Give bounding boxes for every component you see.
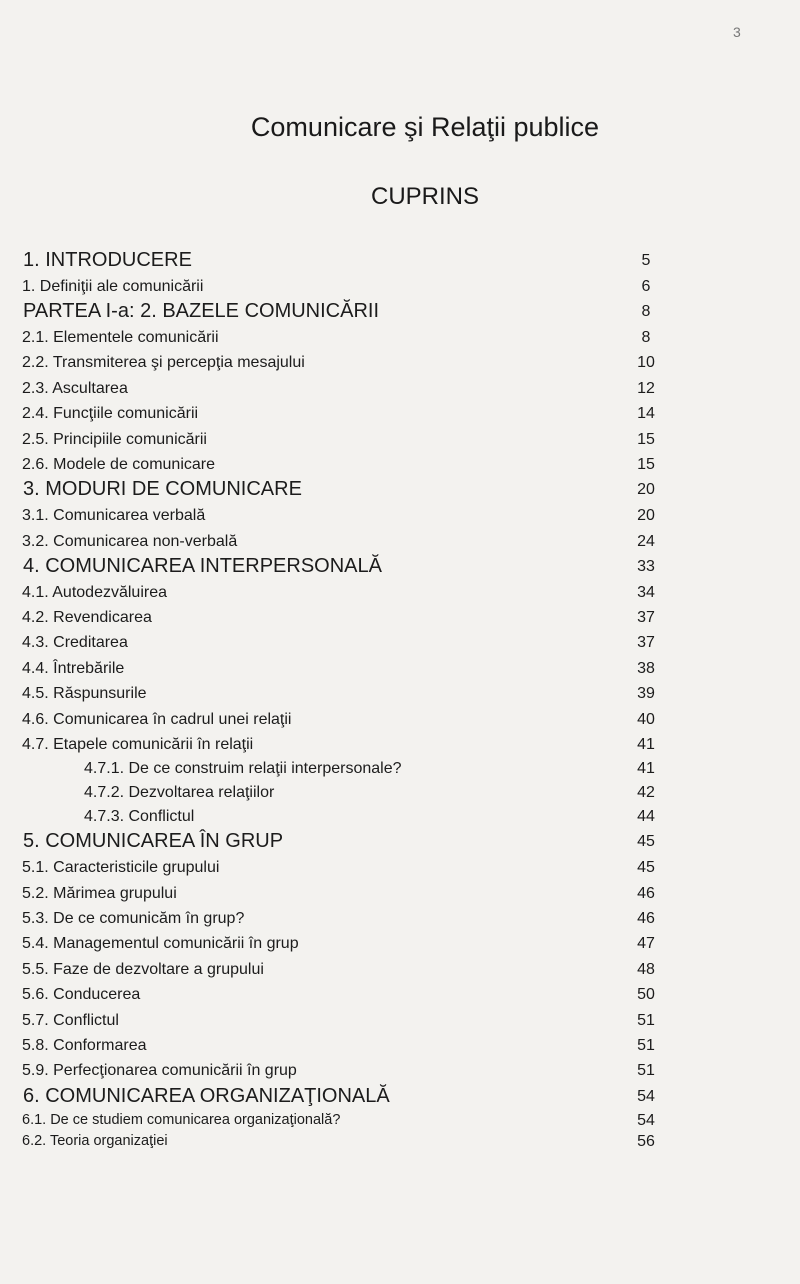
toc-entry	[20, 1131, 660, 1152]
toc-entry-page: 46	[637, 884, 655, 902]
toc-entry-title: 2.2. Transmiterea şi percepţia mesajului	[22, 354, 305, 372]
toc-entry-title: 4.6. Comunicarea în cadrul unei relaţii	[22, 710, 292, 728]
toc-entry	[20, 1008, 660, 1033]
toc-entry	[20, 248, 660, 274]
toc-entry-title: 5.5. Faze de dezvoltare a grupului	[22, 960, 264, 978]
toc-entry-page: 48	[637, 960, 655, 978]
toc-entry-page: 8	[641, 303, 651, 321]
toc-entry-page: 44	[637, 808, 655, 826]
toc-entry-page: 5	[641, 252, 651, 269]
toc-entry	[20, 529, 660, 554]
toc-entry-page: 42	[637, 784, 655, 802]
toc-entry	[20, 452, 660, 477]
toc-entry-page: 8	[641, 328, 651, 346]
toc-entry-page: 45	[637, 833, 655, 851]
toc-entry-page: 20	[637, 507, 655, 525]
toc-entry	[20, 376, 660, 401]
toc-entry-title: PARTEA I-a: 2. BAZELE COMUNICĂRII	[23, 300, 380, 323]
toc-entry-title: 3.2. Comunicarea non-verbală	[22, 532, 238, 550]
toc-entry-page: 47	[637, 935, 655, 953]
toc-entry-title: 4.7.3. Conflictul	[84, 808, 195, 826]
toc-entry-page: 54	[637, 1087, 655, 1105]
toc-entry-title: 5.8. Conformarea	[22, 1036, 147, 1054]
toc-entry	[20, 781, 660, 805]
toc-entry-title: 6.1. De ce studiem comunicarea organizaţională?	[22, 1111, 341, 1128]
toc-entry	[20, 325, 660, 350]
toc-entry-page: 41	[637, 736, 655, 754]
toc-entry-title: 4.2. Revendicarea	[22, 609, 152, 627]
toc-entry-title: 4.1. Autodezvăluirea	[22, 583, 167, 601]
toc-heading: CUPRINS	[370, 183, 479, 210]
toc-entry-page: 54	[637, 1111, 655, 1129]
toc-entry	[20, 1033, 660, 1058]
toc-entry-page: 46	[637, 910, 655, 928]
toc-entry-title: 5.4. Managementul comunicării în grup	[22, 935, 299, 953]
toc-entry-title: 6. COMUNICAREA ORGANIZAŢIONALĂ	[23, 1084, 390, 1107]
toc-entry-page: 33	[637, 557, 655, 575]
toc-entry-page: 37	[637, 634, 655, 652]
toc-entry	[20, 477, 660, 503]
toc-entry	[20, 401, 660, 426]
book-title: Comunicare şi Relaţii publice	[250, 112, 600, 142]
toc-entry-title: 4.3. Creditarea	[22, 634, 128, 652]
toc-entry	[20, 681, 660, 706]
toc-entry-title: 5.6. Conducerea	[22, 986, 141, 1004]
toc-entry-title: 5.7. Conflictul	[22, 1011, 119, 1029]
toc-entry-title: 2.6. Modele de comunicare	[22, 455, 215, 473]
toc-entry	[20, 656, 660, 681]
toc-entry-page: 15	[637, 430, 655, 448]
toc-entry-page: 10	[637, 354, 655, 372]
toc-entry-page: 15	[637, 455, 655, 473]
toc-entry	[20, 707, 660, 732]
toc-entry	[20, 732, 660, 757]
toc-entry-title: 4.5. Răspunsurile	[22, 685, 147, 703]
toc-entry-page: 51	[637, 1036, 655, 1054]
toc-entry-title: 5.3. De ce comunicăm în grup?	[22, 910, 245, 928]
toc-entry-title: 1. INTRODUCERE	[23, 249, 192, 271]
toc-entry-page: 6	[641, 277, 651, 295]
toc-entry-page: 39	[637, 685, 655, 703]
toc-entry-title: 4.4. Întrebările	[22, 659, 125, 677]
toc-entry	[20, 1110, 660, 1131]
toc-entry-page: 50	[637, 986, 655, 1004]
toc-entry	[20, 605, 660, 630]
toc-entry	[20, 580, 660, 605]
toc-entry	[20, 855, 660, 880]
toc-entry-page: 12	[637, 379, 655, 397]
toc-entry-title: 2.3. Ascultarea	[22, 379, 128, 397]
toc-entry-title: 4.7.2. Dezvoltarea relaţiilor	[84, 784, 275, 802]
toc-entry-page: 41	[637, 760, 655, 778]
toc-entry	[20, 630, 660, 655]
toc-entry-page: 34	[637, 583, 655, 601]
toc-entry-page: 51	[637, 1062, 655, 1080]
toc-entry-title: 3.1. Comunicarea verbală	[22, 507, 206, 525]
toc-entry	[20, 1058, 660, 1083]
toc-entry-title: 4.7.1. De ce construim relaţii interpersonale?	[84, 760, 402, 778]
toc-entry-page: 20	[637, 481, 655, 499]
toc-entry-page: 14	[637, 405, 655, 423]
toc-entry	[20, 350, 660, 375]
toc-entry	[20, 931, 660, 956]
page-number: 3	[733, 24, 741, 40]
toc-entry-title: 2.5. Principiile comunicării	[22, 430, 207, 448]
toc-entry	[20, 299, 660, 325]
toc-entry-title: 3. MODURI DE COMUNICARE	[23, 478, 302, 501]
toc-entry-page: 45	[637, 859, 655, 877]
toc-entry-title: 4.7. Etapele comunicării în relaţii	[22, 736, 254, 754]
toc-entry-page: 24	[637, 532, 655, 550]
toc-entry	[20, 427, 660, 452]
toc-entry	[20, 757, 660, 781]
toc-entry-page: 37	[637, 609, 655, 627]
toc-entry-page: 40	[637, 710, 655, 728]
toc-entry	[20, 1084, 660, 1110]
toc-entry	[20, 829, 660, 855]
toc-entry	[20, 554, 660, 580]
toc-entry	[20, 982, 660, 1007]
toc-entry	[20, 805, 660, 829]
toc-entry-title: 5.1. Caracteristicile grupului	[22, 859, 220, 877]
toc-entry	[20, 957, 660, 982]
toc-entry-title: 1. Definiţii ale comunicării	[22, 277, 204, 295]
toc-entry-title: 6.2. Teoria organizaţiei	[22, 1132, 168, 1149]
toc-entry	[20, 503, 660, 528]
toc-entry-page: 56	[637, 1132, 655, 1150]
table-of-contents	[20, 248, 660, 1152]
toc-entry-title: 5.2. Mărimea grupului	[22, 884, 177, 902]
toc-entry-title: 5. COMUNICAREA ÎN GRUP	[23, 830, 284, 853]
toc-entry-title: 2.4. Funcţiile comunicării	[22, 405, 199, 423]
toc-entry	[20, 906, 660, 931]
toc-entry-title: 5.9. Perfecţionarea comunicării în grup	[22, 1062, 297, 1080]
toc-entry	[20, 881, 660, 906]
toc-entry-title: 2.1. Elementele comunicării	[22, 328, 219, 346]
toc-entry-title: 4. COMUNICAREA INTERPERSONALĂ	[23, 554, 382, 577]
toc-entry-page: 51	[637, 1011, 655, 1029]
toc-entry-page: 38	[637, 659, 655, 677]
toc-entry	[20, 274, 660, 299]
